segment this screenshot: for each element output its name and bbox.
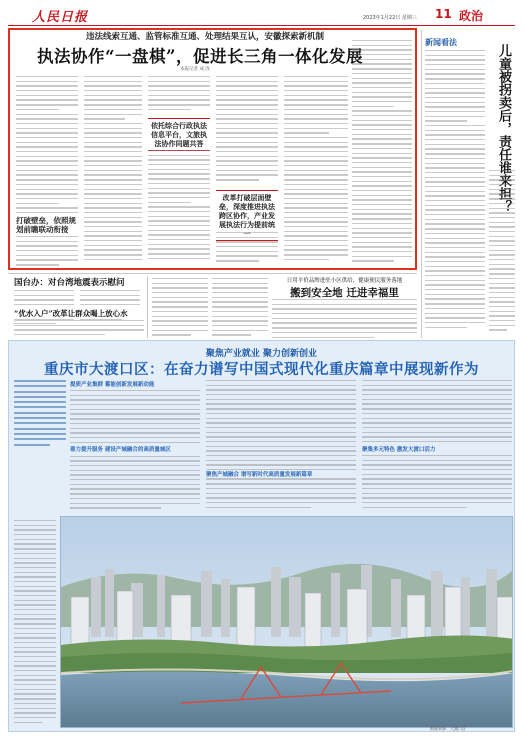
feature-col-intro [14,380,66,510]
mid-divider-top [8,273,417,274]
commentary-headline[interactable]: 儿童被拐卖后，责任谁来担？ [496,44,511,213]
story-relocation-title[interactable]: 搬到安全地 迁进幸福里 [290,287,399,299]
section-name: 政治 [459,9,484,23]
feature-section-head-1: 提质产业集群 蓄能创新发展新动能 [70,382,155,388]
lead-subtitle: 违法线索互通、监管标准互通、处理结果互认，安徽探索新机制 [85,32,324,42]
lead-col-3b [148,150,210,266]
mid-brief-col [152,278,208,338]
lead-col-3 [148,76,210,116]
right-col-divider [421,30,422,338]
commentary-col-2 [489,170,515,336]
feature-section-head-2: 着力提升服务 建设产城融合的高质量城区 [70,445,200,453]
lead-col-6 [352,40,412,266]
lead-pullquote-2: 改革打破层面壁垒，深度推进执法跨区协作，产业发展执法行为提前统一 [216,190,278,241]
feature-col-2 [206,380,356,512]
story-water-title[interactable]: “优水入户”改革让群众喝上放心水 [14,308,144,319]
story-relocation-body [272,299,417,338]
newspaper-logo: 人民日报 [32,10,89,25]
lead-subhead-1: 打破壁垒，依照规划前瞻联动衔接 [16,216,76,234]
lead-byline: 本报记者 成 改 [180,67,210,72]
feature-section-head-4: 聚集多元特色 激发大渡口活力 [362,445,512,453]
lead-col-1b [16,236,78,266]
dateline: 2023年1月22日 星期三 [363,15,417,21]
feature-headline[interactable]: 重庆市大渡口区：在奋力谱写中国式现代化重庆篇章中展现新作为 [44,361,479,378]
commentary-tag: 新闻看法 [425,37,457,47]
feature-footer-note: 数据来源：大渡口区 [430,726,466,731]
feature-subtitle: 聚焦产业就业 聚力创新创业 [205,349,318,359]
lead-headline[interactable]: 执法协作“一盘棋”，促进长三角一体化发展 [37,47,363,66]
lead-col-1 [16,76,78,216]
city-skyline-photo [60,516,513,728]
lead-pullquote-1: 依托综合行政执法信息平台，文旅执法协作同题共答 [148,118,210,151]
masthead [8,4,515,26]
story-water-body [14,320,144,338]
story-taiwan-title[interactable]: 国台办：对台湾地震表示慰问 [14,278,125,288]
story-relocation-kicker: 日用平价品牌进驻小区供给，健康便民服务落地 [286,278,403,284]
page-number: 11 [435,7,452,21]
lead-col-4b [216,232,278,266]
lead-col-5 [284,76,348,266]
mid-divider-v1 [147,276,148,338]
feature-section-head-3: 聚焦产城融合 谱写新时代高质量发展新篇章 [206,470,356,478]
photo-caption [14,520,56,725]
commentary-col-1 [425,50,485,336]
mid-brief-col-2 [212,278,268,338]
lead-col-4 [216,76,278,188]
lead-col-2 [84,76,142,266]
